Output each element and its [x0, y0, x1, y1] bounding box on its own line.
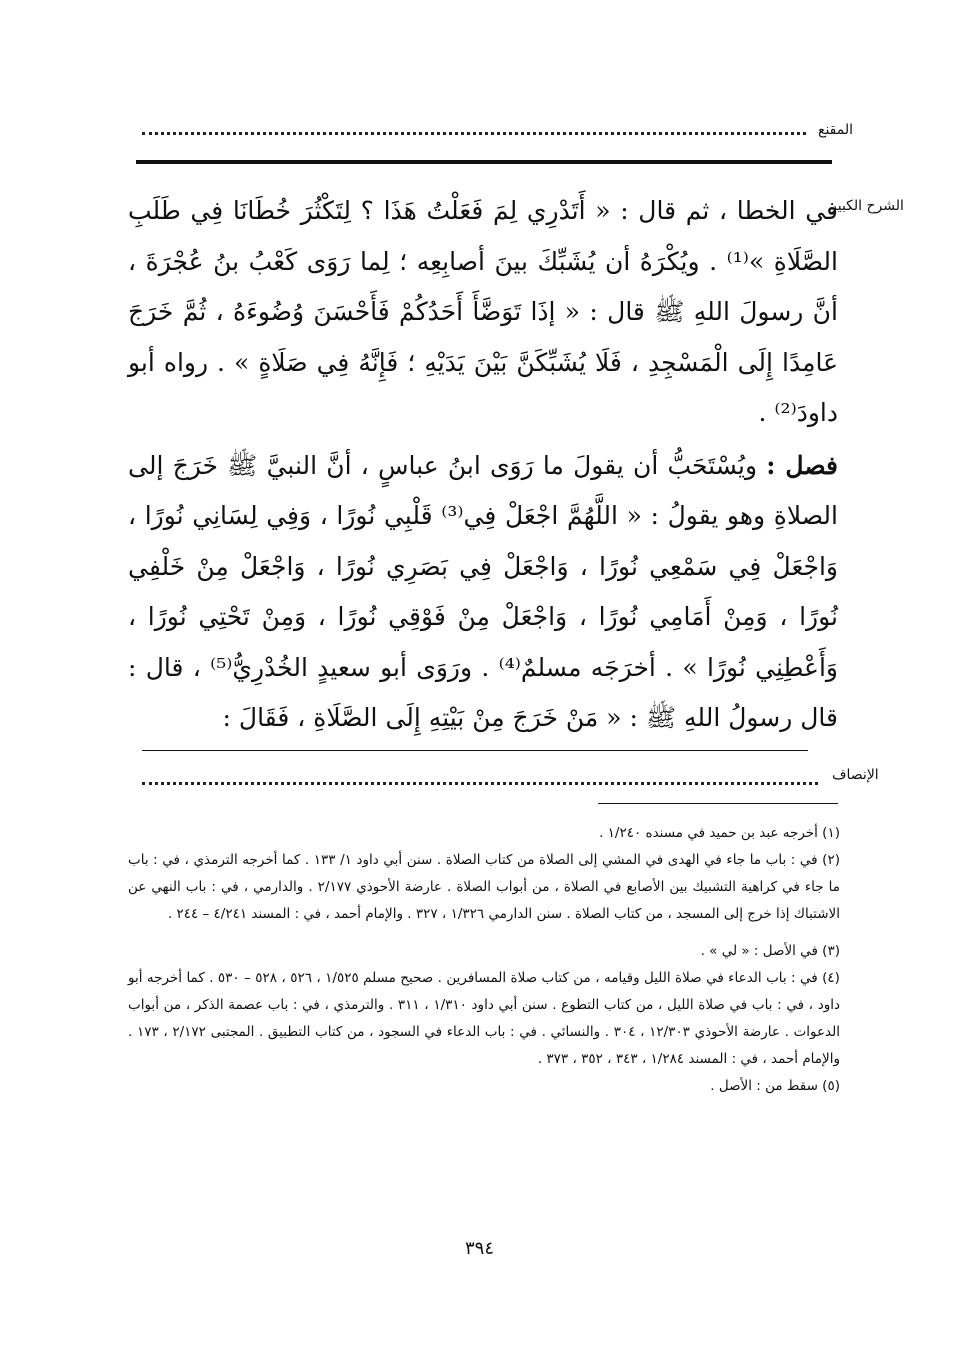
footnote-separator [598, 803, 838, 804]
footnotes [128, 820, 840, 1100]
footnote-3: (٣) في الأصل : « لي » . [700, 943, 840, 959]
paragraph-2 [128, 441, 838, 744]
paragraph-2-body: ويُسْتَحَبُّ أن يقولَ ما رَوَى ابنُ عباسٍ ، أنَّ النبيَّ ﷺ خَرَجَ إلى الصلاةِ وهو يقولُ : « اللَّهُمَّ اجْعَلْ فِي⁽³⁾ قَلْبِي نُورًا ، وَفِي لِسَانِي نُورًا ، وَاجْعَلْ فِي سَمْعِي نُورًا ، وَاجْعَلْ فِي بَصَرِي نُورًا ، وَاجْعَلْ مِنْ خَلْفِي نُورًا ، وَمِنْ أَمَامِي نُورًا ، وَاجْعَلْ مِنْ فَوْقِي نُورًا ، وَمِنْ تَحْتِي نُورًا ، وَأَعْطِنِي نُورًا » . أخرَجَه مسلمٌ⁽⁴⁾ . ورَوَى أبو سعيدٍ الخُدْرِيُّ⁽⁵⁾ ، قال : قال رسولُ اللهِ ﷺ : « مَنْ خَرَجَ مِنْ بَيْتِهِ إِلَى الصَّلَاةِ ، فَقَالَ : [128, 450, 838, 732]
section-label-muqni: المقنع [818, 122, 854, 138]
footnote-4: (٤) في : باب الدعاء في صلاة الليل وقيامه ، من كتاب صلاة المسافرين . صحيح مسلم ١/٥٢٥ ، ٥٢٦ ، ٥٢٨ – ٥٣٠ . كما أخرجه أبو داود ، في : باب في صلاة الليل ، من كتاب التطوع . سنن أبي داود ١/٣١٠ ، ٣١١ . والترمذي ، في : باب عصمة الذكر ، من أبواب الدعوات . عارضة الأحوذي ١٢/٣٠٣ ، ٣٠٤ . والنسائي . في : باب الدعاء في السجود ، من كتاب التطبيق . المجتبى ٢/١٧٢ ، ١٧٣ . والإمام أحمد ، في : المسند ١/٢٨٤ ، ٣٤٣ ، ٣٥٢ ، ٣٧٣ . [128, 970, 840, 1067]
footnote-1: (١) أخرجه عبد بن حميد في مسنده ١/٢٤٠ . [599, 825, 840, 841]
margin-label-sharh-kabir: الشرح الكبير [830, 198, 904, 214]
main-commentary-text [128, 186, 838, 744]
paragraph-1: في الخطا ، ثم قال : « أَتَدْرِي لِمَ فَعَلْتُ هَذَا ؟ لِتَكْثُرَ خُطَانَا فِي طَلَبِ الصَّلَاةِ »⁽¹⁾ . ويُكْرَهُ أن يُشَبِّكَ بينَ أصابِعِه ؛ لِما رَوَى كَعْبُ بنُ عُجْرَةَ ، أنَّ رسولَ اللهِ ﷺ قال : « إذَا تَوَضَّأَ أَحَدُكُمْ فَأَحْسَنَ وُضُوءَهُ ، ثُمَّ خَرَجَ عَامِدًا إِلَى الْمَسْجِدِ ، فَلَا يُشَبِّكَنَّ بَيْنَ يَدَيْهِ ؛ فَإِنَّهُ فِي صَلَاةٍ » . رواه أبو داودَ⁽²⁾ . [128, 196, 838, 427]
footnote-5: (٥) سقط من : الأصل . [710, 1078, 840, 1094]
fasl-heading: فصل : [766, 450, 838, 480]
header-thick-rule [136, 160, 832, 164]
header-dotted-leader [142, 132, 806, 135]
page-number: ٣٩٤ [464, 1238, 494, 1259]
footnote-2: (٢) في : باب ما جاء في الهدى في المشي إلى الصلاة من كتاب الصلاة . سنن أبي داود ١/ ١٣٣ . كما أخرجه الترمذي ، في : باب ما جاء في كراهية التشبيك بين الأصابع في الصلاة ، من أبواب الصلاة . عارضة الأحوذي ٢/١٧٧ . والدارمي ، في : باب النهي عن الاشتباك إذا خرج إلى المسجد ، من كتاب الصلاة . سنن الدارمي ١/٣٢٦ ، ٣٢٧ . والإمام أحمد ، في : المسند ٤/٢٤١ – ٢٤٤ . [128, 852, 840, 922]
margin-label-insaf: الإنصاف [832, 767, 879, 783]
insaf-dotted-leader [142, 782, 818, 785]
main-bottom-rule [142, 750, 808, 751]
